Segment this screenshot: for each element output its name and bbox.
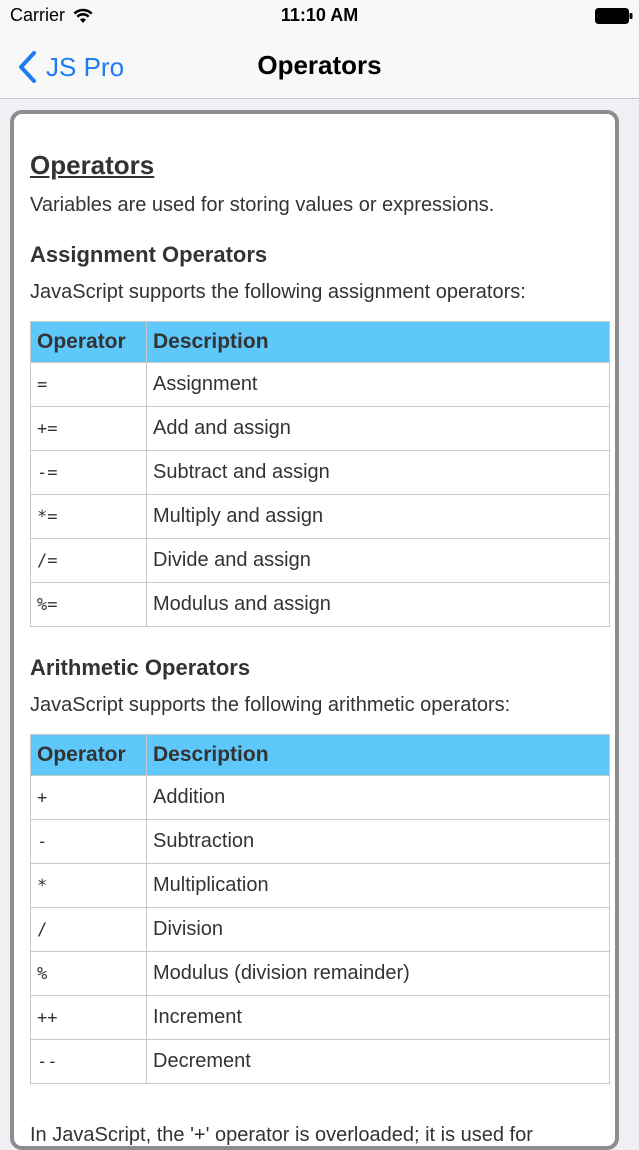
page-title: Operators — [30, 150, 155, 180]
operator-cell: ++ — [31, 996, 147, 1040]
arithmetic-heading: Arithmetic Operators — [30, 655, 251, 680]
column-header-description: Description — [147, 735, 610, 776]
back-button-label: JS Pro — [46, 51, 125, 82]
table-row — [31, 1040, 610, 1084]
table-row — [31, 539, 610, 583]
footer-text: In JavaScript, the '+' operator is overloaded; it is used for — [30, 1124, 533, 1146]
operator-cell: = — [31, 363, 147, 407]
description-cell: Division — [147, 908, 610, 952]
description-cell: Add and assign — [147, 407, 610, 451]
column-header-operator: Operator — [31, 735, 147, 776]
navigation-bar — [0, 36, 639, 99]
table-row — [31, 407, 610, 451]
operator-cell: -= — [31, 451, 147, 495]
description-cell: Addition — [147, 776, 610, 820]
description-cell: Multiplication — [147, 864, 610, 908]
description-cell: Divide and assign — [147, 539, 610, 583]
operator-cell: *= — [31, 495, 147, 539]
table-row — [31, 864, 610, 908]
table-row — [31, 952, 610, 996]
table-row — [31, 451, 610, 495]
status-bar — [0, 0, 639, 36]
description-cell: Multiply and assign — [147, 495, 610, 539]
description-cell: Assignment — [147, 363, 610, 407]
table-row — [31, 776, 610, 820]
status-time: 11:10 AM — [280, 5, 359, 25]
operator-cell: %= — [31, 583, 147, 627]
operator-cell: + — [31, 776, 147, 820]
operator-cell: - — [31, 820, 147, 864]
description-cell: Modulus and assign — [147, 583, 610, 627]
carrier-label: Carrier — [10, 5, 66, 25]
intro-text: Variables are used for storing values or expressions. — [30, 194, 495, 216]
table-row — [31, 495, 610, 539]
description-cell: Modulus (division remainder) — [147, 952, 610, 996]
operator-cell: /= — [31, 539, 147, 583]
column-header-operator: Operator — [31, 322, 147, 363]
description-cell: Increment — [147, 996, 610, 1040]
table-header-row — [31, 322, 610, 363]
arithmetic-description: JavaScript supports the following arithmetic operators: — [30, 694, 511, 716]
table-row — [31, 363, 610, 407]
table-header-row — [31, 735, 610, 776]
description-cell: Subtract and assign — [147, 451, 610, 495]
operator-cell: += — [31, 407, 147, 451]
nav-title: Operators — [257, 50, 382, 80]
operator-cell: % — [31, 952, 147, 996]
operator-cell: -- — [31, 1040, 147, 1084]
operator-cell: / — [31, 908, 147, 952]
description-cell: Subtraction — [147, 820, 610, 864]
assignment-heading: Assignment Operators — [30, 242, 268, 267]
table-row — [31, 908, 610, 952]
table-row — [31, 583, 610, 627]
assignment-operators-table — [30, 321, 610, 627]
operator-cell: * — [31, 864, 147, 908]
column-header-description: Description — [147, 322, 610, 363]
table-row — [31, 996, 610, 1040]
battery-icon — [595, 8, 633, 24]
content-card[interactable] — [10, 110, 619, 1150]
table-row — [31, 820, 610, 864]
arithmetic-operators-table — [30, 734, 610, 1084]
assignment-description: JavaScript supports the following assignment operators: — [30, 281, 526, 303]
description-cell: Decrement — [147, 1040, 610, 1084]
